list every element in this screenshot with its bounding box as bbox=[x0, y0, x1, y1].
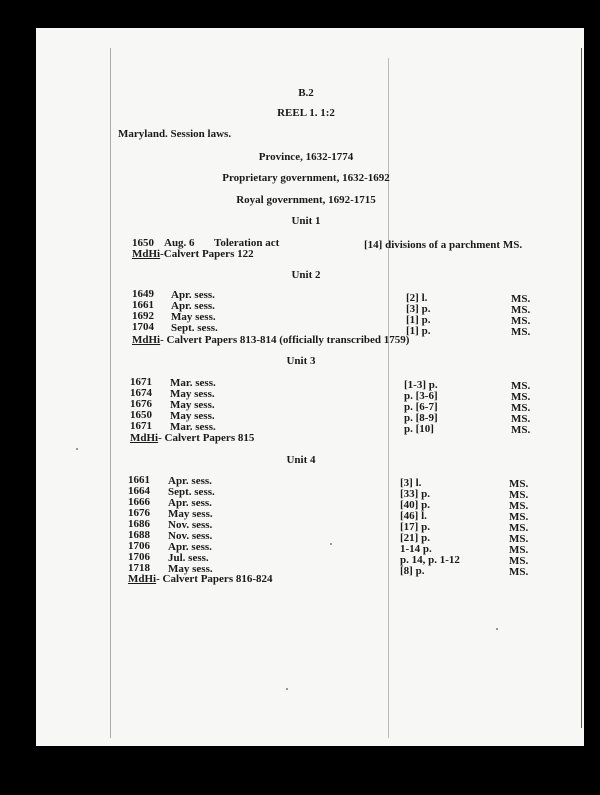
row-type: MS. bbox=[509, 544, 529, 556]
row-type: MS. bbox=[509, 533, 529, 545]
row-year: 1650 bbox=[132, 237, 154, 249]
source-line bbox=[130, 433, 254, 444]
row-pages: [17] p. bbox=[400, 521, 430, 533]
row-type: MS. bbox=[511, 380, 531, 392]
scan-speck bbox=[286, 688, 288, 690]
row-year: 1704 bbox=[132, 321, 154, 333]
row-session: Nov. sess. bbox=[168, 530, 213, 542]
row-year: 1686 bbox=[128, 518, 150, 530]
row-session: Apr. sess. bbox=[168, 497, 212, 509]
row-pages: p. [3-6] bbox=[404, 390, 438, 402]
row-year: 1676 bbox=[130, 398, 152, 410]
row-session: May sess. bbox=[170, 410, 215, 422]
source-abbr: MdHi bbox=[132, 334, 161, 346]
source-text: -Calvert Papers 122 bbox=[160, 248, 254, 260]
scan-artifact-line bbox=[110, 48, 111, 738]
row-pages: [1] p. bbox=[406, 325, 431, 337]
row-year: 1676 bbox=[128, 507, 150, 519]
row-extra: Toleration act bbox=[214, 237, 280, 249]
source-text: - Calvert Papers 816-824 bbox=[156, 573, 273, 585]
unit-title: Unit 1 bbox=[291, 215, 321, 227]
row-year: 1666 bbox=[128, 496, 150, 508]
source-line bbox=[132, 335, 409, 346]
row-year: 1671 bbox=[130, 420, 152, 432]
source-abbr: MdHi bbox=[130, 432, 159, 444]
unit-title: Unit 2 bbox=[291, 269, 321, 281]
row-session: Apr. sess. bbox=[171, 289, 215, 301]
row-type: MS. bbox=[509, 522, 529, 534]
row-type: MS. bbox=[511, 304, 531, 316]
province-heading: Province, 1632-1774 bbox=[258, 151, 354, 163]
document-page bbox=[36, 28, 584, 746]
row-pages: [3] l. bbox=[400, 477, 422, 489]
row-pages: [3] p. bbox=[406, 303, 431, 315]
row-type: MS. bbox=[509, 500, 529, 512]
row-pages: [46] l. bbox=[400, 510, 427, 522]
reel-number: REEL 1. 1:2 bbox=[277, 107, 335, 119]
proprietary-heading: Proprietary government, 1632-1692 bbox=[222, 172, 390, 184]
row-type: MS. bbox=[511, 293, 531, 305]
row-pages: [1-3] p. bbox=[404, 379, 438, 391]
row-session: May sess. bbox=[171, 311, 216, 323]
row-pages: [33] p. bbox=[400, 488, 430, 500]
row-type: MS. bbox=[511, 326, 531, 338]
page-code: B.2 bbox=[298, 87, 314, 99]
row-type: MS. bbox=[511, 391, 531, 403]
row-session: May sess. bbox=[170, 399, 215, 411]
row-session: Mar. sess. bbox=[170, 377, 216, 389]
row-session: Nov. sess. bbox=[168, 519, 213, 531]
row-type: MS. bbox=[509, 566, 529, 578]
row-pages: [40] p. bbox=[400, 499, 430, 511]
row-session: Apr. sess. bbox=[168, 475, 212, 487]
row-session: Jul. sess. bbox=[168, 552, 209, 564]
row-session: May sess. bbox=[170, 388, 215, 400]
row-year: 1671 bbox=[130, 376, 152, 388]
row-session: Apr. sess. bbox=[171, 300, 215, 312]
row-year: 1661 bbox=[128, 474, 150, 486]
row-session: May sess. bbox=[168, 508, 213, 520]
row-type: MS. bbox=[509, 478, 529, 490]
row-pages: p. [10] bbox=[404, 423, 434, 435]
source-text: - Calvert Papers 813-814 (officially transcribed 1759) bbox=[160, 334, 410, 346]
scan-speck bbox=[330, 543, 332, 545]
row-pages: [21] p. bbox=[400, 532, 430, 544]
row-session: Sept. sess. bbox=[171, 322, 218, 334]
source-abbr: MdHi bbox=[132, 248, 161, 260]
row-session: Apr. sess. bbox=[168, 541, 212, 553]
row-pages: p. [6-7] bbox=[404, 401, 438, 413]
page-edge-line bbox=[581, 48, 582, 728]
row-year: 1688 bbox=[128, 529, 150, 541]
row-type: MS. bbox=[511, 402, 531, 414]
row-year: 1706 bbox=[128, 540, 150, 552]
row-type: MS. bbox=[511, 413, 531, 425]
source-line bbox=[128, 574, 273, 585]
unit-title: Unit 4 bbox=[286, 454, 316, 466]
row-pages: [1] p. bbox=[406, 314, 431, 326]
row-session: Aug. 6 bbox=[164, 237, 195, 249]
row-pages: [14] divisions of a parchment MS. bbox=[364, 239, 523, 251]
scan-speck bbox=[496, 628, 498, 630]
source-text: - Calvert Papers 815 bbox=[158, 432, 255, 444]
row-session: May sess. bbox=[168, 563, 213, 575]
row-type: MS. bbox=[509, 511, 529, 523]
row-pages: 1-14 p. bbox=[400, 543, 432, 555]
row-type: MS. bbox=[511, 315, 531, 327]
row-year: 1649 bbox=[132, 288, 154, 300]
row-year: 1706 bbox=[128, 551, 150, 563]
source-abbr: MdHi bbox=[128, 573, 157, 585]
row-pages: [2] l. bbox=[406, 292, 428, 304]
row-type: MS. bbox=[509, 555, 529, 567]
row-pages: [8] p. bbox=[400, 565, 425, 577]
row-year: 1674 bbox=[130, 387, 152, 399]
row-year: 1692 bbox=[132, 310, 154, 322]
row-year: 1650 bbox=[130, 409, 152, 421]
row-pages: p. [8-9] bbox=[404, 412, 438, 424]
scan-speck bbox=[76, 448, 78, 450]
row-session: Sept. sess. bbox=[168, 486, 215, 498]
row-type: MS. bbox=[511, 424, 531, 436]
royal-heading: Royal government, 1692-1715 bbox=[236, 194, 376, 206]
row-year: 1661 bbox=[132, 299, 154, 311]
source-line bbox=[132, 249, 254, 260]
row-session: Mar. sess. bbox=[170, 421, 216, 433]
row-pages: p. 14, p. 1-12 bbox=[400, 554, 460, 566]
unit-title: Unit 3 bbox=[286, 355, 316, 367]
row-type: MS. bbox=[509, 489, 529, 501]
row-year: 1664 bbox=[128, 485, 150, 497]
subject-heading: Maryland. Session laws. bbox=[118, 128, 232, 140]
row-year: 1718 bbox=[128, 562, 150, 574]
